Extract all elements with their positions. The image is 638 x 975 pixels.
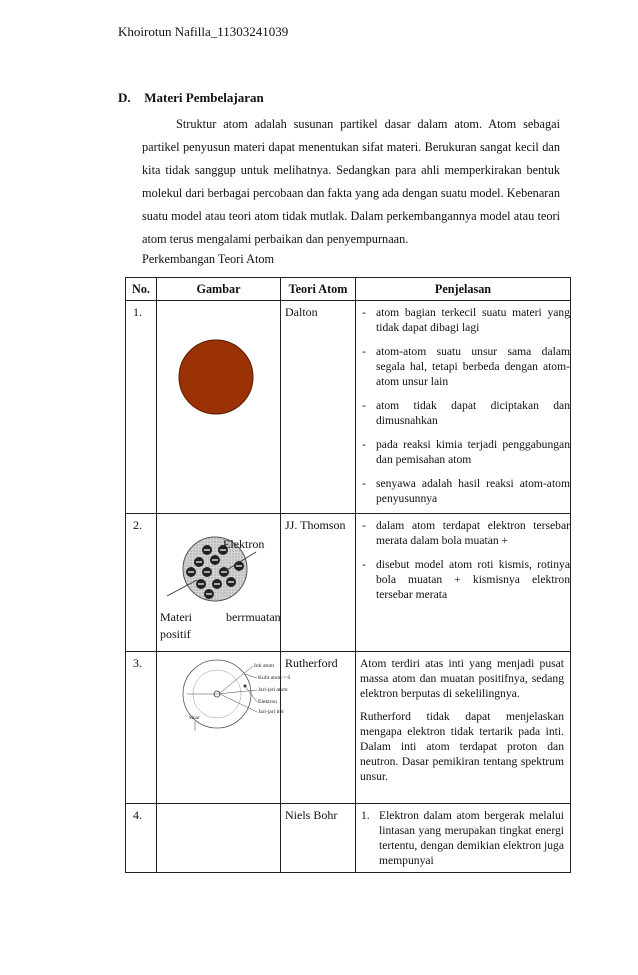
table-row-rutherford: [126, 652, 571, 804]
section-number: D.: [118, 90, 131, 105]
atom-theory-table: [125, 277, 571, 873]
label-pointers: [187, 666, 257, 712]
dalton-explanation: [356, 301, 571, 514]
dalton-model-diagram: [157, 301, 280, 509]
header-teori: Teori Atom: [281, 278, 356, 301]
table-row-dalton: [126, 301, 571, 514]
theory-name: Niels Bohr: [281, 804, 356, 873]
elektron-label: Elektron: [258, 699, 277, 705]
table-header-row: [126, 278, 571, 301]
theory-name: Dalton: [281, 301, 356, 514]
list-item: - atom-atom suatu unsur sama dalam segala hal, tetapi berbeda dengan atom-atom unsur lain: [362, 345, 570, 388]
table-subheading: Perkembangan Teori Atom: [142, 252, 275, 266]
elektron-label: Elektron: [223, 537, 265, 551]
page-header: Khoirotun Nafilla_11303241039: [118, 24, 289, 39]
bohr-explanation: [356, 804, 571, 873]
kulit-atom-label: Kulit atom = 0: [258, 675, 291, 681]
jari-inti-label: Jari-jari inti: [258, 709, 284, 715]
list-item: - pada reaksi kimia terjadi penggabungan dan pemisahan atom: [362, 438, 570, 466]
list-item: - dalam atom terdapat elektron tersebar merata dalam bola muatan +: [362, 519, 570, 547]
table-row-bohr: [126, 804, 571, 873]
rutherford-paragraph-1: Atom terdiri atas inti yang menjadi pusat massa atom dan muatan positifnya, sedang elektron berputas di sekelilingnya.: [360, 657, 564, 700]
row-number: 4.: [126, 804, 157, 873]
section-title-text: Materi Pembelajaran: [144, 90, 264, 105]
sinar-label: Sinar: [189, 716, 200, 721]
dalton-sphere: [179, 340, 253, 414]
header-gambar: Gambar: [157, 278, 281, 301]
materi-label-3: positif: [160, 627, 191, 641]
thomson-image-cell: [157, 514, 281, 652]
header-penjelasan: Penjelasan: [356, 278, 571, 301]
materi-label-2: berrmuatan: [226, 610, 281, 624]
theory-name: Rutherford: [281, 652, 356, 804]
table-row-thomson: [126, 514, 571, 652]
list-item: 1. Elektron dalam atom bergerak melalui lintasan yang merupakan tingkat energi tertentu, dengan demikian elektron juga mempunyai: [361, 809, 564, 867]
intro-paragraph: [142, 113, 560, 251]
thomson-explanation: [356, 514, 571, 652]
materi-label-1: Materi: [160, 610, 192, 624]
list-item: - atom tidak dapat diciptakan dan dimusnahkan: [362, 399, 570, 427]
rutherford-explanation: [356, 652, 571, 804]
theory-name: JJ. Thomson: [281, 514, 356, 652]
inti-atom-label: Inti atom: [254, 663, 275, 669]
dalton-image-cell: [157, 301, 281, 514]
row-number: 3.: [126, 652, 157, 804]
list-item: - senyawa adalah hasil reaksi atom-atom penyusunnya: [362, 477, 570, 505]
header-no: No.: [126, 278, 157, 301]
rutherford-paragraph-2: Rutherford tidak dapat menjelaskan mengapa elektron tidak tertarik pada inti. Dalam inti atom terdapat proton dan neutron. Dasar pemikiran tentang spektrum unsur.: [360, 710, 564, 783]
row-number: 1.: [126, 301, 157, 514]
list-item: - disebut model atom roti kismis, rotinya bola muatan + kismisnya elektron tersebar merata: [362, 558, 570, 601]
intro-paragraph-text: Struktur atom adalah susunan partikel dasar dalam atom. Atom sebagai partikel penyusun materi dapat menentukan sifat materi. Berukuran sangat kecil dan kita tidak sanggup untuk melihatnya. Sedangkan para ahli memperkirakan bentuk molekul dari berbagai percobaan dan fakta yang ada dengan suatu model. Kebenaran suatu model atau teori atom tidak mutlak. Dalam perkembangannya model atau teori atom terus mengalami perbaikan dan penyempurnaan.: [142, 117, 560, 246]
jari-atom-label: Jari-jari atom: [258, 687, 288, 693]
row-number: 2.: [126, 514, 157, 652]
rutherford-image-cell: [157, 652, 291, 804]
list-item: - atom bagian terkecil suatu materi yang tidak dapat dibagi lagi: [362, 306, 570, 334]
section-title: [118, 90, 264, 106]
rutherford-model-diagram: [157, 652, 291, 804]
bohr-image-cell: [157, 804, 281, 873]
